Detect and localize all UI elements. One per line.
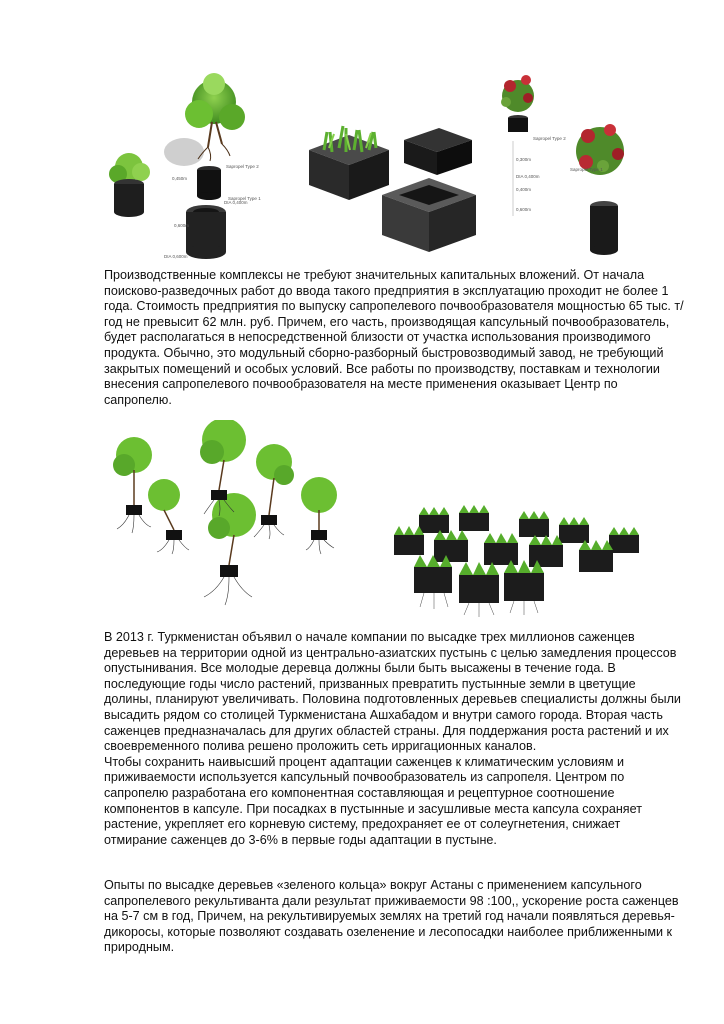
label-dim-400: DIA 0,400m	[224, 200, 248, 205]
label-fig3-m3: 0,400m	[516, 187, 532, 192]
open-square-block	[382, 178, 476, 252]
label-dim-dia600: DIA 0,600m	[164, 254, 188, 259]
paragraph-production	[104, 268, 684, 408]
paragraph-2-text: В 2013 г. Туркменистан объявил о начале компании по высадке трех миллионов саженцев деревьев на территории одной из центрально-азиатских пустынь с целью замедления процессов опустынивания. Все молодые деревца должны были быть высажены в течение года. В последующие годы число растений, призванных превратить пустынные земли в цветущие долины, планируют увеличивать. Половина подготовленных деревьев специалисты должны были высадить рядом со столицей Туркменистана Ашхабадом и внутри самого города. Вторая часть саженцев предназначалась для других областей страны. Для поддержания роста растений и их своевременного полива решено проложить сеть ирригационных каналов.	[104, 630, 681, 754]
label-fig3-m1: 0,300m	[516, 157, 532, 162]
paragraph-astana	[104, 878, 684, 956]
label-sapropel-type1: Sapropel Type 1	[228, 196, 261, 201]
black-lid-block	[404, 128, 472, 175]
paragraph-1-text: Производственные комплексы не требуют значительных капитальных вложений. От начала поисково-разведочных работ до ввода такого предприятия в эксплуатацию проходит не более 1 года. Стоимость предприятия по выпуску сапропелевого почвообразователя мощностью 65 тыс. т/год не превысит 62 млн. руб. Причем, его часть, производящая капсульный почвообразователь, будет располагаться в непосредственной близости от участка использования производимого продукта. Обычно, это модульный сборно-разборный быстровозводимый завод, не требующий закрытых помещений и особых условий. Все работы по производству, поставкам и технологии внесения сапропелевого почвообразователя на месте применения оказывает Центр по сапропелю.	[104, 268, 684, 407]
grass-block	[309, 126, 389, 200]
red-plant-large	[576, 124, 624, 255]
trees-with-roots-illustration	[104, 420, 364, 620]
capsule-exploded-illustration	[104, 72, 264, 262]
label-fig3-m4: 0,600m	[516, 207, 532, 212]
label-fig3-type2: Sapropel Type 2	[533, 136, 566, 141]
red-plants-illustration	[488, 66, 638, 256]
square-blocks-illustration	[304, 110, 484, 255]
red-plant-small	[501, 75, 534, 132]
tree-shadow	[164, 138, 204, 166]
capsule-type2	[197, 166, 221, 200]
grass-block-rows	[394, 505, 639, 617]
label-sapropel-type2: Sapropel Type 2	[226, 164, 259, 169]
grass-block-rows-illustration	[384, 505, 654, 620]
paragraph-4-text: Опыты по высадке деревьев «зеленого кольца» вокруг Астаны с применением капсульного сапропелевого рекультиванта дали результат приживаемости 98 :100,, ускорение роста саженцев на 5-7 см в год, Причем, на рекультивируемых землях на третий год начали появляться деревья-дикоросы, которые позволяют создавать озеленение и лесопосадки наиболее приближенными к природным.	[104, 878, 679, 955]
potted-plant-left	[109, 153, 150, 217]
paragraph-turkmenistan	[104, 630, 684, 848]
label-fig3-m2: DIA 0,400m	[516, 174, 540, 179]
paragraph-3-text: Чтобы сохранить наивысший процент адаптации саженцев к климатическим условиям и приживаемости используется капсульный почвообразователь из сапропеля. Центром по сапропелю разработана его компонентная составляющая и рецептурное соотношение компонентов в капсуле. При посадках в пустынные и засушливые места капсула сохраняет растение, укрепляет его корневую систему, предохраняет ее от солеугнетения, снижает отмирание саженцев до 3-6% в первые годы адаптации в пустыне.	[104, 754, 642, 847]
label-dim-450: 0,450m	[172, 176, 188, 181]
label-dim-600: 0,600m	[174, 223, 190, 228]
tree-group	[113, 420, 337, 539]
label-fig3-type1: Sapropel Type 1	[570, 167, 603, 172]
outer-capsule	[186, 205, 226, 259]
